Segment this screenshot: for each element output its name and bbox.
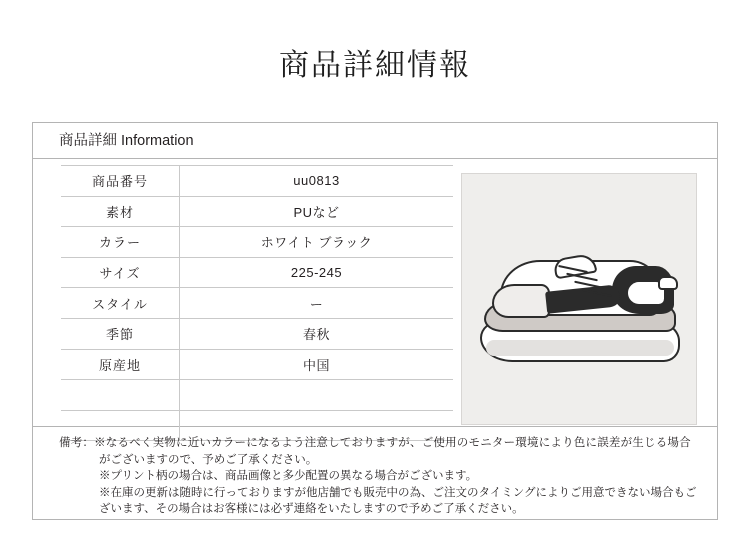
note-line: ※在庫の更新は随時に行っておりますが他店舗でも販売中の為、ご注文のタイミングによりご用意できない場合もご: [99, 486, 697, 499]
shoe-heel-tab: [658, 276, 678, 290]
shoe-sole-shadow: [486, 340, 674, 356]
shoe-toe-cap: [492, 284, 550, 318]
spec-value: PUなど: [180, 196, 454, 227]
table-row: [61, 166, 453, 197]
spec-value: 225-245: [180, 257, 454, 288]
product-image-cell: [453, 159, 719, 426]
spec-label: カラー: [61, 227, 180, 258]
table-row: [61, 227, 453, 258]
spec-label: スタイル: [61, 288, 180, 319]
spec-label: [61, 380, 180, 411]
table-row: [61, 318, 453, 349]
notes-section: [33, 427, 717, 518]
table-row: [61, 349, 453, 380]
table-row: [61, 288, 453, 319]
spec-label: サイズ: [61, 257, 180, 288]
table-row: [61, 380, 453, 411]
spec-value: uu0813: [180, 166, 454, 197]
note-line: ※プリント柄の場合は、商品画像と多少配置の異なる場合がございます。: [99, 470, 478, 482]
card-header-title: 商品詳細 Information: [33, 123, 717, 159]
table-row: [61, 196, 453, 227]
product-detail-card: [32, 122, 718, 520]
product-photo: [461, 173, 697, 425]
card-body: [33, 159, 717, 427]
spec-label: 季節: [61, 318, 180, 349]
note-line: 備考：※なるべく実物に近いカラーになるよう注意しておりますが、ご使用のモニター環境により色に誤差が生じる場合: [59, 437, 691, 449]
note-line: がございますので、予めご了承ください。: [99, 453, 318, 466]
spec-value: ホワイト ブラック: [180, 227, 454, 258]
spec-label: 商品番号: [61, 166, 180, 197]
spec-table-wrapper: [33, 159, 453, 426]
spec-value: 中国: [180, 349, 454, 380]
spec-value: 春秋: [180, 318, 454, 349]
spec-table: [61, 165, 453, 441]
spec-label: 素材: [61, 196, 180, 227]
spec-label: 原産地: [61, 349, 180, 380]
spec-value: [180, 380, 454, 411]
note-line: ざいます、その場合はお客様には必ず連絡をいたしますので予めご了承ください。: [99, 503, 524, 515]
spec-value: ー: [180, 288, 454, 319]
page-title: 商品詳細情報: [279, 48, 471, 83]
sneaker-illustration: [480, 252, 680, 362]
table-row: [61, 257, 453, 288]
